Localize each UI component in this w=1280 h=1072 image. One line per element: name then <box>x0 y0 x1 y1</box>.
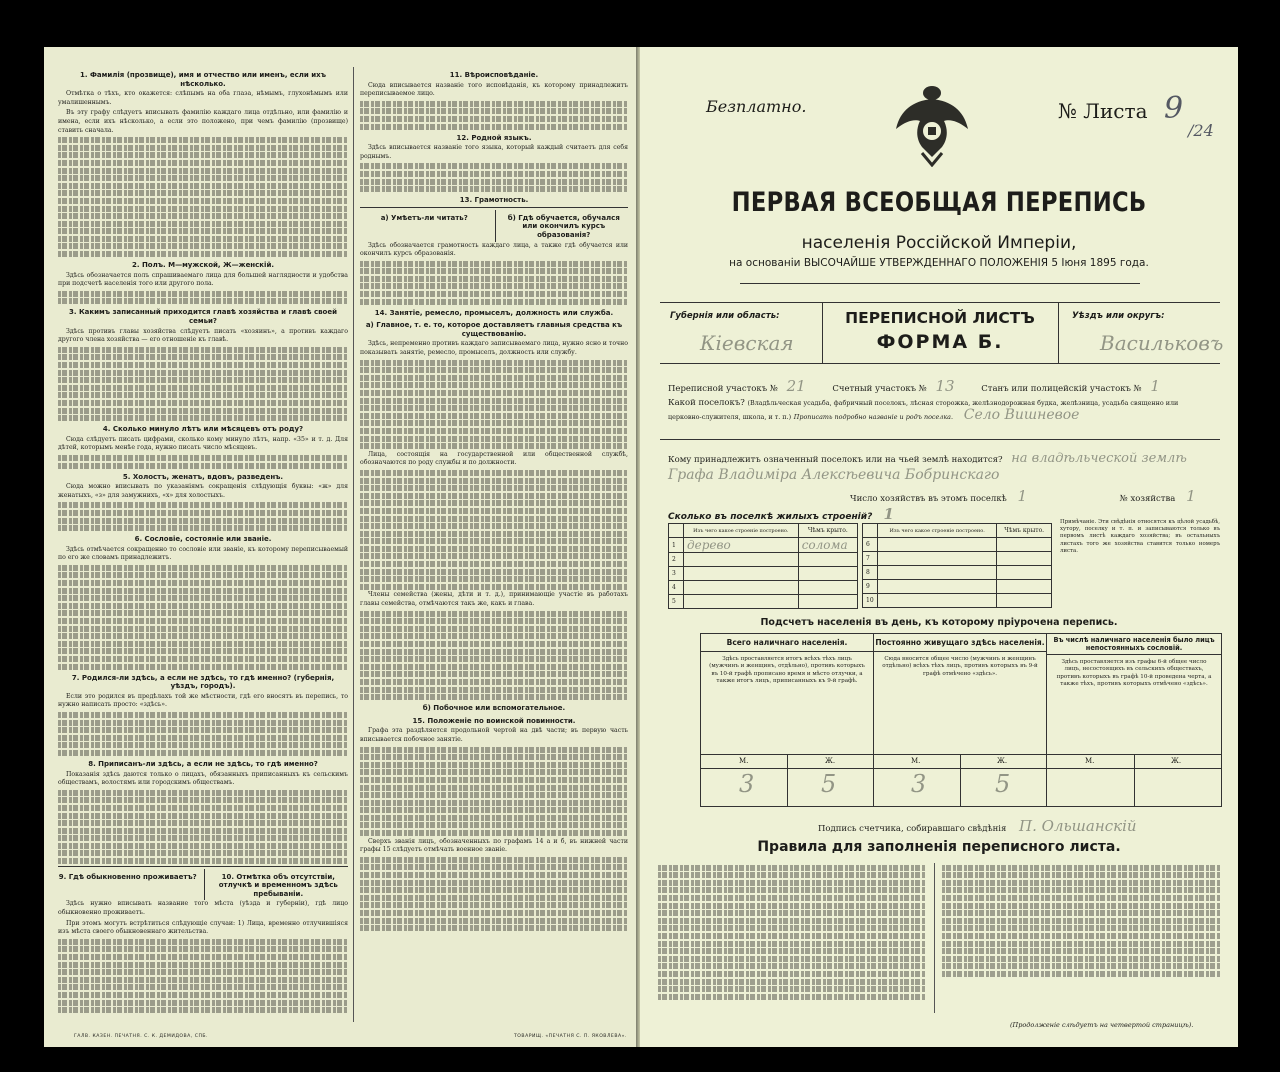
resident-female-handwritten: 5 <box>995 770 1011 798</box>
settlement-note-2: Прописать подробно названіе и родъ поселка. <box>793 413 954 421</box>
section-heading: 12. Родной языкъ. <box>456 133 532 142</box>
table-head-kind: Изъ чего какое строеніе построено. <box>878 524 997 538</box>
row-number: 9 <box>863 580 878 594</box>
households-row <box>850 487 1196 505</box>
row-number: 8 <box>863 566 878 580</box>
row-number: 10 <box>863 594 878 608</box>
section-heading: 14. Занятіе, ремесло, промыселъ, должность или служба. <box>374 308 614 317</box>
paragraph: Сюда слѣдуетъ писать цифрами, сколько кому минуло лѣтъ, напр. «35» и т. д. Для дѣтей, которымъ менѣе года, нужно писать число мѣсяцевъ. <box>58 435 348 452</box>
signature-label: Подпись счетчика, собиравшаго свѣдѣнія <box>818 824 1007 834</box>
instructions-column-2 <box>360 67 628 933</box>
sheet-number-handwritten: 9 <box>1164 91 1184 126</box>
census-title: ПЕРВАЯ ВСЕОБЩАЯ ПЕРЕПИСЬ <box>731 187 1147 218</box>
paragraph: Здѣсь отмѣчается сокращенно то сословіе или званіе, къ которому переписываемый по его же словамъ принадлежитъ. <box>58 545 348 562</box>
count-col2-note: Сюда вносится общее число (мужчинъ и женщинъ отдѣльно) всѣхъ тѣхъ лицъ, противъ которыхъ въ 9-й графѣ отмѣчено «здѣсь». <box>882 656 1038 677</box>
section-heading: а) Главное, т. е. то, которое доставляетъ главныя средства къ существованію. <box>365 321 623 338</box>
row-number: 5 <box>669 595 684 609</box>
buildings-table-left <box>668 523 858 609</box>
households-handwritten: 1 <box>1017 487 1028 505</box>
printer-imprint-left: ГАЛВ. КАЗЕН. ПЕЧАТНЯ. С. К. ДЕМИДОВА, СПБ. <box>74 1034 209 1039</box>
male-label: М. <box>739 757 749 765</box>
rules-column-1 <box>658 863 926 1001</box>
count-col1-note: Здѣсь проставляется итогъ всѣхъ тѣхъ лицъ (мужчинъ и женщинъ, отдѣльно), противъ которыхъ въ 10-й графѣ прописано время и мѣсто отлучки, а также итогъ лицъ, приписанныхъ къ 9-й графѣ. <box>709 656 865 685</box>
form-header-row <box>660 302 1224 364</box>
counting-area-handwritten: 13 <box>935 377 955 395</box>
households-label: Число хозяйствъ въ этомъ поселкѣ <box>850 494 1007 504</box>
form-name: ФОРМА Б. <box>876 331 1004 353</box>
count-col3-title: Въ числѣ наличнаго населенія было лицъ непостоянныхъ сословій. <box>1047 634 1221 655</box>
sheet-number-label: № Листа <box>1058 99 1148 123</box>
paragraph: Здѣсь противъ главы хозяйства слѣдуетъ писать «хозяинъ», а противъ каждаго другого члена хозяйства — его отношеніе къ главѣ. <box>58 327 348 344</box>
paragraph: Если это родился въ предѣлахъ той же мѣстности, гдѣ его вносятъ въ перепись, то нужно написать просто: «здѣсь». <box>58 692 348 709</box>
table-head-kind: Изъ чего какое строеніе построено. <box>684 524 799 538</box>
rules-column-2 <box>942 863 1220 979</box>
section-heading: 10. Отмѣтка объ отсутствіи, отлучкѣ и временномъ здѣсь пребываніи. <box>218 872 338 898</box>
section-heading: 11. Вѣроисповѣданіе. <box>449 71 539 79</box>
count-table <box>700 633 1222 807</box>
paragraph: При этомъ могутъ встрѣтиться слѣдующіе случаи: 1) Лица, временно отлучившіяся изъ мѣста своего обыкновеннаго жительства. <box>58 919 348 936</box>
paragraph: Отмѣтка о тѣхъ, кто окажется: слѣпымъ на оба глаза, нѣмымъ, глухонѣмымъ или умалишеннымъ. <box>58 90 348 106</box>
count-col3-note: Здѣсь проставляется изъ графы 6-й общее число лицъ, несостоящихъ въ сельскихъ обществахъ, противъ которыхъ въ графѣ 10-й проведена черта, а также тѣхъ, противъ которыхъ отмѣчено «здѣсь». <box>1056 659 1212 688</box>
section-heading: а) Умѣетъ-ли читать? <box>380 213 468 222</box>
section-heading: б) Побочное или вспомогательное. <box>422 704 566 713</box>
buildings-table-right <box>862 523 1052 608</box>
settlement-label: Какой поселокъ? <box>668 398 745 408</box>
free-label: Безплатно. <box>706 97 807 116</box>
paragraph: Показанія здѣсь даются только о лицахъ, обязанныхъ приписанныхъ къ сельскимъ обществамъ, волостямъ или городскимъ обществамъ. <box>58 770 348 787</box>
owner-label: Кому принадлежитъ означенный поселокъ или на чьей землѣ находится? <box>668 455 1003 465</box>
settlement-handwritten: Село Вишневое <box>963 407 1080 423</box>
census-area-row <box>668 377 1160 395</box>
paragraph: Здѣсь, непременно противъ каждаго записываемаго лица, нужно ясно и точно показывать занятіе, ремесло, промыселъ, должность или службу. <box>360 340 628 357</box>
paragraph: Сюда можно вписывать по указаніямъ сокращенія слѣдующія буквы: «ж» для женатыхъ, «з» для замужнихъ, «х» для холостыхъ. <box>58 483 348 499</box>
section-heading: 8. Приписанъ-ли здѣсь, а если не здѣсь, то гдѣ именно? <box>88 759 318 768</box>
section-heading: 2. Полъ. М—мужской, Ж—женскій. <box>131 261 275 270</box>
owner-block <box>668 451 1218 466</box>
count-title: Подсчетъ населенія въ день, къ которому пріурочена перепись. <box>760 617 1118 628</box>
resident-male-handwritten: 3 <box>911 770 927 798</box>
section-heading: 9. Гдѣ обыкновенно проживаетъ? <box>58 872 197 881</box>
instructions-column-1 <box>58 67 348 1015</box>
province-handwritten: Кіевская <box>700 331 794 355</box>
district-label: Уѣздъ или округъ: <box>1072 311 1165 321</box>
female-label: Ж. <box>1171 757 1182 765</box>
present-male-handwritten: 3 <box>739 770 755 798</box>
household-number-label: № хозяйства <box>1119 494 1176 504</box>
table-head-roof: Чѣмъ крыто. <box>798 524 857 538</box>
female-label: Ж. <box>997 757 1008 765</box>
section-heading: 6. Сословіе, состояніе или званіе. <box>134 535 272 544</box>
paragraph: Члены семейства (жены, дѣти и т. д.), принимающіе участіе въ работахъ главы семейства, отмѣчаются такъ же, какъ и глава. <box>360 591 628 608</box>
paragraph: Сверхъ званія лицъ, обозначенныхъ по графамъ 14 а и б, въ нижней части графы 15 слѣдуетъ отмѣчать военное званіе. <box>360 837 628 854</box>
settlement-block <box>668 397 1208 423</box>
male-label: М. <box>911 757 921 765</box>
row-number: 6 <box>863 538 878 552</box>
section-heading: б) Гдѣ обучается, обучался или окончилъ курсъ образованія? <box>507 213 620 239</box>
section-heading: 4. Сколько минуло лѣтъ или мѣсяцевъ отъ роду? <box>102 425 304 434</box>
counting-area-label: Счетный участокъ № <box>832 384 927 394</box>
printer-imprint-right: ТОВАРИЩ. «ПЕЧАТНЯ С. П. ЯКОВЛЕВА». <box>514 1034 627 1039</box>
section-heading: 15. Положеніе по воинской повинности. <box>412 716 576 725</box>
section-heading: 1. Фамилія (прозвище), имя и отчество или именъ, если ихъ нѣсколько. <box>80 71 326 88</box>
row-number: 2 <box>669 553 684 567</box>
continuation-note: (Продолженіе слѣдуетъ на четвертой страницѣ). <box>1010 1021 1194 1029</box>
census-subtitle: населенія Россійской Имперіи, <box>801 233 1077 253</box>
rules-title: Правила для заполненія переписного листа. <box>757 839 1121 855</box>
side-note: Примѣчаніе. Эти свѣдѣнія относятся къ цѣлой усадьбѣ, хутору, поселку и т. п. и записываются только въ первомъ листѣ каждаго хозяйства; въ остальныхъ листахъ того же хозяйства ставится только номеръ листа. <box>1060 519 1220 554</box>
paragraph: Лица, состоящія на государственной или общественной службѣ, обозначаются по роду службы и по должности. <box>360 450 628 467</box>
buildings-row <box>668 505 894 523</box>
household-number-handwritten: 1 <box>1186 487 1196 505</box>
census-basis: на основаніи ВЫСОЧАЙШЕ УТВЕРЖДЕННАГО ПОЛОЖЕНІЯ 5 Іюня 1895 года. <box>729 257 1149 269</box>
settlement-note: (Владѣльческая усадьба, фабричный поселокъ, лѣсная сторожка, желѣзнодорожная будка, желѣзница, усадьба священно или церковно-служителя, школа, и т. п.) <box>668 399 1179 421</box>
owner-handwritten-2: Графа Владиміра Алексѣевича Бобринскаго <box>668 467 1000 483</box>
table-head-roof: Чѣмъ крыто. <box>997 524 1052 538</box>
section-heading: 7. Родился-ли здѣсь, а если не здѣсь, то гдѣ именно? (губернія, уѣздъ, городъ). <box>71 673 335 691</box>
paragraph: Здѣсь обозначается полъ спрашиваемаго лица для большей наглядности и удобства при подсчетѣ населенія того или другого пола. <box>58 271 348 288</box>
province-label: Губернія или область: <box>670 311 780 321</box>
buildings-label: Сколько въ поселкѣ жилыхъ строеній? <box>668 512 873 522</box>
station-handwritten: 1 <box>1150 377 1160 395</box>
section-heading: 5. Холостъ, женатъ, вдовъ, разведенъ. <box>122 472 284 481</box>
signature-handwritten: П. Ольшанскій <box>1019 817 1137 835</box>
male-label: М. <box>1085 757 1095 765</box>
paragraph: Здѣсь нужно вписывать название того мѣста (уѣзда и губерніи), гдѣ лицо обыкновенно проживаетъ. <box>58 900 348 917</box>
station-label: Станъ или полицейскій участокъ № <box>981 384 1142 394</box>
female-label: Ж. <box>825 757 836 765</box>
section-heading: 13. Грамотность. <box>459 196 529 205</box>
paragraph: Графа эта раздѣляется продольной чертой на двѣ части; въ первую часть вписывается побочное занятіе. <box>360 727 628 743</box>
left-page-instructions <box>44 47 638 1047</box>
present-female-handwritten: 5 <box>821 770 837 798</box>
signature-row <box>818 817 1137 835</box>
census-area-label: Переписной участокъ № <box>668 384 778 394</box>
paragraph: Въ эту графу слѣдуетъ вписывать фамилію каждаго лица отдѣльно, или фамилію и имена, если ихъ нѣсколько, а если это положено, при чемъ фамилію (прозвище) ставить сначала. <box>58 109 348 134</box>
district-handwritten: Васильковъ <box>1100 331 1224 355</box>
row-number: 3 <box>669 567 684 581</box>
section-heading: 3. Какимъ записанный приходится главѣ хозяйства и главѣ своей семьи? <box>68 308 338 326</box>
row-number: 7 <box>863 552 878 566</box>
right-page-census-form <box>640 47 1238 1047</box>
row1-kind-handwritten: дерево <box>684 538 799 553</box>
imperial-eagle-emblem-icon <box>892 83 972 167</box>
row-number: 4 <box>669 581 684 595</box>
sheet-number-handwritten-2: /24 <box>1188 121 1214 140</box>
paragraph: Здѣсь вписывается названіе того языка, который каждый считаетъ для себя роднымъ. <box>360 144 628 160</box>
row-number: 1 <box>669 538 684 553</box>
count-col2-title: Постоянно живущаго здѣсь населенія. <box>874 634 1046 652</box>
sheet-title: ПЕРЕПИСНОЙ ЛИСТЪ <box>845 309 1035 327</box>
column-divider <box>353 67 354 1022</box>
row1-roof-handwritten: солома <box>798 538 857 553</box>
count-col1-title: Всего наличнаго населенія. <box>701 634 873 652</box>
paragraph: Здѣсь обозначается грамотность каждаго лица, а также гдѣ обучается или окончилъ курсъ образованія. <box>360 241 628 258</box>
paragraph: Сюда вписывается названіе того исповѣданія, къ которому принадлежитъ переписываемое лицо. <box>360 81 628 98</box>
census-area-handwritten: 21 <box>786 377 806 395</box>
buildings-handwritten: 1 <box>883 505 894 523</box>
divider <box>740 283 1140 284</box>
owner-handwritten: на владѣльческой землѣ <box>1011 451 1187 466</box>
